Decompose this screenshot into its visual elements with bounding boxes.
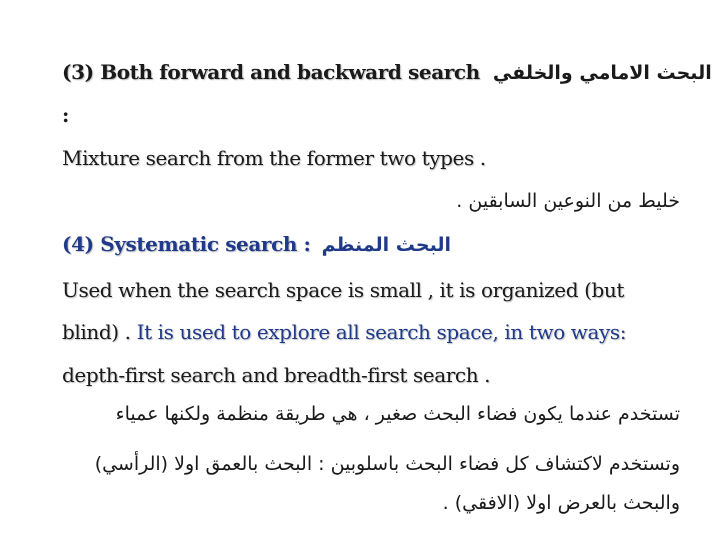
arabic-line-2: وتستخدم لاكتشاف كل فضاء البحث باسلوبين : البحث بالعمق اولا (الرأسي) [94,453,680,475]
paragraph-line-2a: blind) . [62,320,137,344]
arabic-line-1: تستخدم عندما يكون فضاء البحث صغير ، هي طريقة منظمة ولكنها عمياء [115,403,680,425]
section-4-heading-en: (4) Systematic search : [62,232,311,256]
paragraph-line-2 [62,320,626,344]
section-3-colon: : [62,103,69,127]
section-3-heading-en: (3) Both forward and backward search [62,60,480,84]
section-4-heading-ar: البحث المنظم [321,234,452,256]
mixture-description-en: Mixture search from the former two types . [62,146,486,170]
section-3-heading [62,60,712,84]
section-4-heading [62,232,451,256]
paragraph-line-1: Used when the search space is small , it is organized (but [62,278,625,302]
paragraph-line-3: depth-first search and breadth-first search . [62,363,491,387]
paragraph-line-2b: It is used to explore all search space, in two ways: [136,320,627,344]
mixture-description-ar: خليط من النوعين السابقين . [456,190,680,212]
section-3-heading-ar: البحث الامامي والخلفي [492,62,712,84]
arabic-line-3: والبحث بالعرض اولا (الافقي) . [442,492,680,514]
